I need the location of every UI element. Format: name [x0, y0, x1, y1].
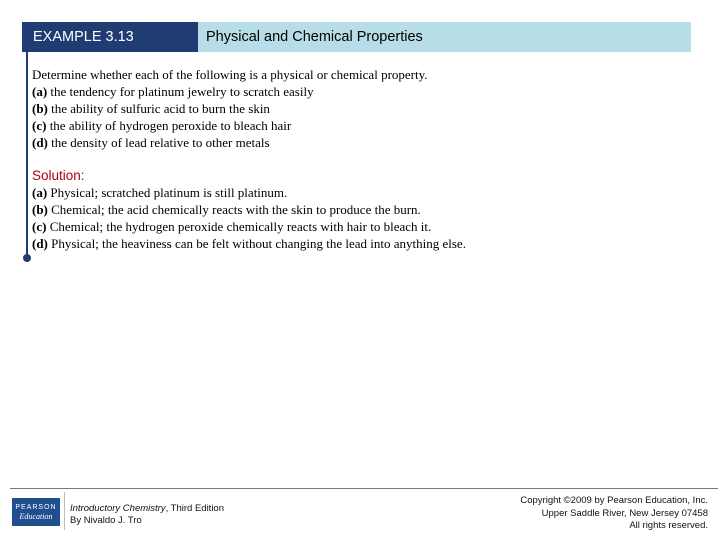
problem-item-label: (d) — [32, 135, 48, 150]
logo-bottom-text: Education — [19, 511, 53, 521]
problem-item-text: the ability of hydrogen peroxide to bleach hair — [46, 118, 292, 133]
footer-divider — [10, 488, 718, 489]
problem-item-label: (b) — [32, 101, 48, 116]
example-label: EXAMPLE 3.13 — [22, 22, 198, 52]
problem-item-text: the tendency for platinum jewelry to scratch easily — [47, 84, 314, 99]
pearson-logo — [12, 498, 60, 526]
problem-item-c — [32, 117, 702, 134]
problem-item-label: (c) — [32, 118, 47, 133]
solution-item-label: (d) — [32, 236, 48, 251]
logo-top-text: PEARSON — [15, 503, 57, 511]
book-title: Introductory Chemistry — [70, 503, 166, 514]
solution-item-c — [32, 218, 702, 235]
solution-item-text: Physical; the heaviness can be felt without changing the lead into anything else. — [47, 236, 466, 251]
book-edition: , Third Edition — [165, 503, 225, 514]
accent-dot — [23, 254, 31, 262]
problem-item-label: (a) — [32, 84, 48, 99]
accent-line — [26, 52, 28, 258]
problem-item-d — [32, 134, 702, 151]
solution-item-d — [32, 235, 702, 252]
solution-item-text: Chemical; the acid chemically reacts with the skin to produce the burn. — [47, 202, 421, 217]
solution-item-label: (a) — [32, 185, 48, 200]
solution-item-text: Physical; scratched platinum is still platinum. — [47, 185, 288, 200]
problem-item-a — [32, 83, 702, 100]
solution-item-b — [32, 201, 702, 218]
problem-item-b — [32, 100, 702, 117]
copyright-line-3: All rights reserved. — [629, 520, 708, 531]
problem-intro: Determine whether each of the following is a physical or chemical property. — [32, 67, 428, 82]
footer-separator — [64, 492, 65, 530]
solution-item-label: (b) — [32, 202, 48, 217]
solution-item-a — [32, 184, 702, 201]
solution-title: Solution: — [32, 168, 85, 183]
copyright-line-1: Copyright ©2009 by Pearson Education, Inc. — [520, 495, 708, 506]
page-title: Physical and Chemical Properties — [198, 22, 691, 52]
book-author: By Nivaldo J. Tro — [70, 515, 142, 526]
copyright-notice — [520, 495, 708, 533]
solution-item-text: Chemical; the hydrogen peroxide chemically reacts with hair to bleach it. — [46, 219, 432, 234]
problem-item-text: the density of lead relative to other metals — [47, 135, 270, 150]
problem-item-text: the ability of sulfuric acid to burn the skin — [47, 101, 270, 116]
book-credit — [70, 503, 224, 527]
book-title-line — [70, 503, 224, 515]
content-body — [32, 66, 702, 252]
solution-item-label: (c) — [32, 219, 47, 234]
copyright-line-2: Upper Saddle River, New Jersey 07458 — [541, 507, 708, 519]
